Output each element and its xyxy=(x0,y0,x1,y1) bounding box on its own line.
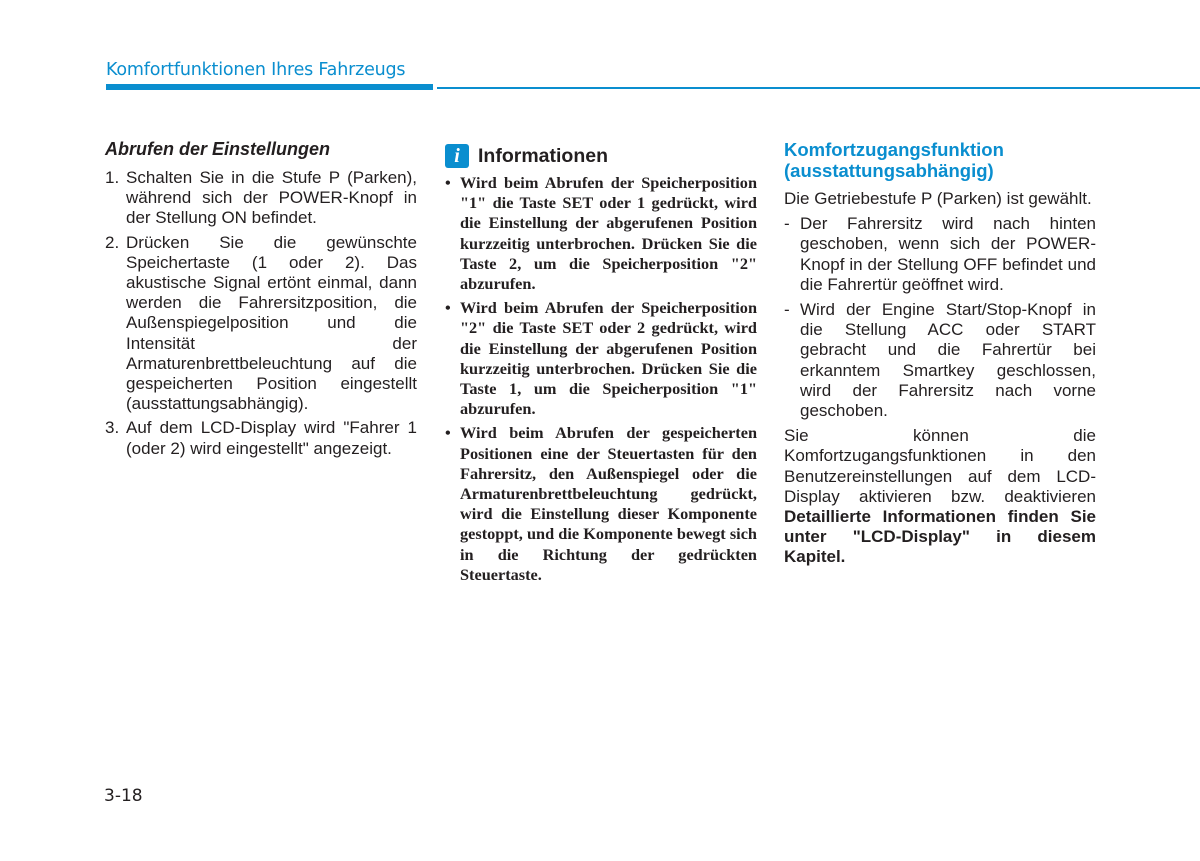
information-title: Informationen xyxy=(478,144,608,167)
comfort-access-list xyxy=(784,214,1096,421)
recall-settings-column xyxy=(105,137,417,463)
list-item xyxy=(105,418,417,458)
info-icon: i xyxy=(445,144,469,168)
comfort-access-heading xyxy=(784,139,1096,181)
page-number: 3-18 xyxy=(104,786,143,806)
outro-text: Sie können die Komfortzugangsfunktionen in den Benutzereinstellungen auf dem LCD-Display aktivieren bzw. deaktivieren xyxy=(784,426,1096,506)
bullet-icon: • xyxy=(445,173,451,192)
step-text: Schalten Sie in die Stufe P (Parken), während sich der POWER-Knopf in der Stellung ON befindet. xyxy=(126,168,417,228)
bullet-icon: • xyxy=(445,423,451,443)
comfort-access-column xyxy=(784,139,1096,568)
step-text: Drücken Sie die gewünschte Speichertaste (1 oder 2). Das akustische Signal ertönt einmal, dann werden die Fahrersitzposition, die Außenspiegelposition und die Intensität der Armaturenbrettbeleuchtung auf die gespeicherten Position eingestellt (ausstattungsabhängig). xyxy=(126,232,417,414)
list-item xyxy=(445,298,757,419)
list-item xyxy=(445,423,757,585)
outro-bold-text: Detaillierte Informationen finden Sie unter "LCD-Display" in diesem Kapitel. xyxy=(784,507,1096,567)
list-item xyxy=(105,233,417,415)
section-header-title: Komfortfunktionen Ihres Fahrzeugs xyxy=(106,60,406,80)
information-header xyxy=(445,142,757,170)
outro-paragraph xyxy=(784,426,1096,567)
information-text: Wird beim Abrufen der gespeicherten Positionen eine der Steuertasten für den Fahrersitz, den Außenspiegel oder die Armaturenbrettbeleuchtung gedrückt, wird die Einstellung dieser Komponente gestoppt, und die Komponente bewegt sich in die Richtung der gedrückten Steuertaste. xyxy=(460,423,757,584)
dash-marker: - xyxy=(784,214,790,234)
information-text: Wird beim Abrufen der Speicherposition "1" die Taste SET oder 1 gedrückt, wird die Einstellung der abgerufenen Position kurzzeitig unterbrochen. Drücken Sie die Taste 2, um die Speicherposition "2" abzurufen. xyxy=(460,173,757,294)
information-text: Wird beim Abrufen der Speicherposition "2" die Taste SET oder 2 gedrückt, wird die Einstellung der abgerufenen Position kurzzeitig unterbrochen. Drücken Sie die Taste 1, um die Speicherposition "1" abzurufen. xyxy=(460,298,757,419)
dash-marker: - xyxy=(784,300,790,320)
list-item xyxy=(784,300,1096,421)
heading-line: Komfortzugangsfunktion xyxy=(784,139,1004,160)
recall-steps-list xyxy=(105,168,417,459)
step-number: 1. xyxy=(105,168,120,187)
header-rule xyxy=(437,87,1200,89)
information-box xyxy=(445,142,757,589)
intro-paragraph: Die Getriebestufe P (Parken) ist gewählt. xyxy=(784,189,1092,208)
item-text: Wird der Engine Start/Stop-Knopf in die Stellung ACC oder START gebracht und die Fahrertür bei erkanntem Smartkey geschlossen, wird der Fahrersitz nach vorne geschoben. xyxy=(800,300,1096,421)
information-list xyxy=(445,173,757,585)
list-item xyxy=(105,168,417,229)
recall-settings-heading: Abrufen der Einstellungen xyxy=(105,139,331,159)
heading-line: (ausstattungsabhängig) xyxy=(784,160,994,181)
step-number: 3. xyxy=(105,418,120,438)
list-item xyxy=(784,214,1096,295)
list-item xyxy=(445,173,757,294)
bullet-icon: • xyxy=(445,298,451,318)
step-number: 2. xyxy=(105,232,120,252)
step-text: Auf dem LCD-Display wird "Fahrer 1 (oder 2) wird eingestellt" angezeigt. xyxy=(126,418,417,458)
header-accent-bar xyxy=(106,84,433,90)
item-text: Der Fahrersitz wird nach hinten geschoben, wenn sich der POWER-Knopf in der Stellung OFF befindet und die Fahrertür geöffnet wird. xyxy=(800,214,1096,294)
